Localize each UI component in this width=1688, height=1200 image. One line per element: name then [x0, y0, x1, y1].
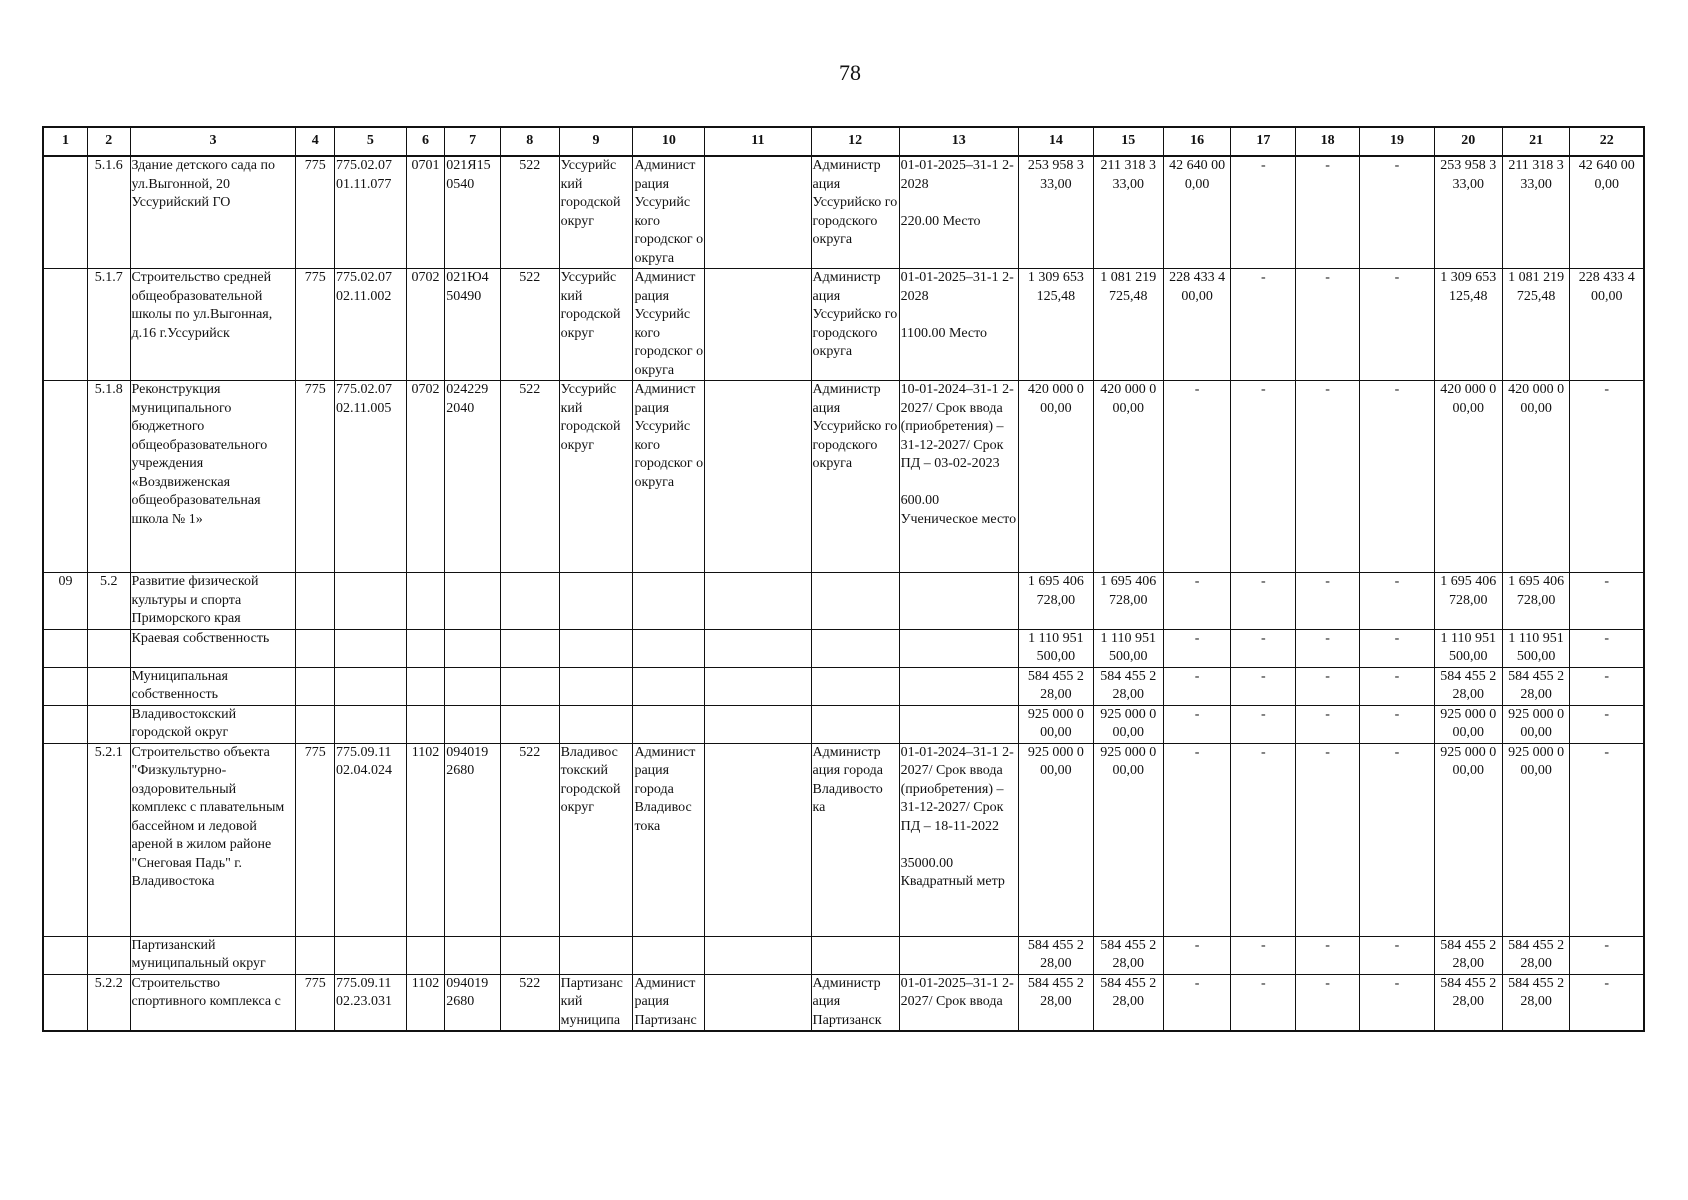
table-row: [43, 705, 1644, 743]
col-federal-cell: -: [1163, 573, 1231, 630]
col-expense-type-cell: 522: [500, 156, 559, 269]
col-target-code-cell: 775.09.11 02.04.024: [334, 743, 406, 936]
col-number-cell: [88, 705, 131, 743]
column-header-7: 7: [445, 127, 501, 156]
col-municipality-cell: [559, 936, 633, 974]
col-number-cell: [88, 667, 131, 705]
table-row: [43, 381, 1644, 573]
col-article-cell: [445, 573, 501, 630]
col-name-cell: Партизанский муниципальный округ: [130, 936, 296, 974]
col-col19-cell: -: [1360, 705, 1435, 743]
col-federal-cell: -: [1163, 629, 1231, 667]
col-col18-cell: -: [1296, 974, 1360, 1031]
col-col19-cell: -: [1360, 667, 1435, 705]
col-col11-cell: [705, 936, 811, 974]
col-name-cell: Строительство объекта "Физкультурно-оздоровительный комплекс с плавательным бассейном и ледовой ареной в жилом районе "Снеговая Падь" г. Владивостока: [130, 743, 296, 936]
table-row: [43, 974, 1644, 1031]
col-target-code-cell: 775.09.11 02.23.031: [334, 974, 406, 1031]
col-section-cell: [406, 573, 444, 630]
col-article-cell: 094019 2680: [445, 743, 501, 936]
col-article-cell: [445, 705, 501, 743]
col-period-capacity-cell: 01-01-2025–31-1 2-2028 1100.00 Место: [899, 269, 1018, 381]
col-period-capacity-cell: [899, 705, 1018, 743]
col-code-cell: [43, 743, 88, 936]
col-article-cell: 021Я15 0540: [445, 156, 501, 269]
col-total-2-cell: 420 000 0 00,00: [1434, 381, 1502, 573]
col-total-2-cell: 1 309 653 125,48: [1434, 269, 1502, 381]
col-regional-cell: 420 000 0 00,00: [1093, 381, 1163, 573]
budget-table: [42, 126, 1645, 1032]
table-row: [43, 156, 1644, 269]
col-target-code-cell: 775.02.07 01.11.077: [334, 156, 406, 269]
col-expense-type-cell: [500, 667, 559, 705]
col-municipality-cell: [559, 667, 633, 705]
col-col11-cell: [705, 381, 811, 573]
column-header-17: 17: [1231, 127, 1296, 156]
col-col19-cell: -: [1360, 156, 1435, 269]
col-total-2-cell: 1 110 951 500,00: [1434, 629, 1502, 667]
col-section-cell: [406, 667, 444, 705]
col-section-cell: 1102: [406, 974, 444, 1031]
col-total-2-cell: 584 455 2 28,00: [1434, 974, 1502, 1031]
col-federal-2-cell: 42 640 00 0,00: [1570, 156, 1644, 269]
table-row: [43, 573, 1644, 630]
col-customer-cell: Админист рация города Владивос тока: [633, 743, 705, 936]
col-total-2-cell: 1 695 406 728,00: [1434, 573, 1502, 630]
col-col19-cell: -: [1360, 573, 1435, 630]
col-col18-cell: -: [1296, 156, 1360, 269]
col-col18-cell: -: [1296, 629, 1360, 667]
col-target-code-cell: [334, 573, 406, 630]
col-total-cell: 584 455 2 28,00: [1018, 974, 1093, 1031]
column-header-22: 22: [1570, 127, 1644, 156]
col-code-cell: [43, 381, 88, 573]
col-regional-2-cell: 925 000 0 00,00: [1502, 743, 1570, 936]
col-municipality-cell: [559, 705, 633, 743]
col-regional-cell: 1 695 406 728,00: [1093, 573, 1163, 630]
col-col18-cell: -: [1296, 743, 1360, 936]
col-period-capacity-cell: [899, 629, 1018, 667]
col-total-cell: 925 000 0 00,00: [1018, 743, 1093, 936]
col-col11-cell: [705, 667, 811, 705]
page-number: 78: [839, 60, 861, 85]
col-col18-cell: -: [1296, 269, 1360, 381]
col-code-cell: [43, 629, 88, 667]
col-col17-cell: -: [1231, 269, 1296, 381]
col-number-cell: 5.1.6: [88, 156, 131, 269]
col-municipality-cell: Уссурийс кий городской округ: [559, 156, 633, 269]
column-header-18: 18: [1296, 127, 1360, 156]
table-row: [43, 629, 1644, 667]
col-developer-cell: [811, 936, 899, 974]
col-name-cell: Муниципальная собственность: [130, 667, 296, 705]
col-grbs-cell: [296, 936, 334, 974]
table-body: [43, 156, 1644, 1031]
col-total-cell: 420 000 0 00,00: [1018, 381, 1093, 573]
col-col19-cell: -: [1360, 381, 1435, 573]
col-municipality-cell: Партизанс кий муниципа: [559, 974, 633, 1031]
col-federal-2-cell: -: [1570, 667, 1644, 705]
col-municipality-cell: Уссурийс кий городской округ: [559, 269, 633, 381]
col-col17-cell: -: [1231, 629, 1296, 667]
col-target-code-cell: 775.02.07 02.11.005: [334, 381, 406, 573]
col-col19-cell: -: [1360, 629, 1435, 667]
col-customer-cell: Админист рация Уссурийс кого городског о округа: [633, 156, 705, 269]
col-article-cell: 021Ю4 50490: [445, 269, 501, 381]
col-customer-cell: Админист рация Партизанс: [633, 974, 705, 1031]
col-grbs-cell: [296, 667, 334, 705]
col-federal-cell: 42 640 00 0,00: [1163, 156, 1231, 269]
col-expense-type-cell: [500, 936, 559, 974]
col-col19-cell: -: [1360, 936, 1435, 974]
col-regional-2-cell: 211 318 3 33,00: [1502, 156, 1570, 269]
col-developer-cell: Администр ация города Владивосто ка: [811, 743, 899, 936]
col-federal-cell: -: [1163, 381, 1231, 573]
col-article-cell: [445, 936, 501, 974]
column-header-8: 8: [500, 127, 559, 156]
col-section-cell: 0702: [406, 381, 444, 573]
column-header-20: 20: [1434, 127, 1502, 156]
col-col17-cell: -: [1231, 573, 1296, 630]
col-col11-cell: [705, 705, 811, 743]
col-total-2-cell: 253 958 3 33,00: [1434, 156, 1502, 269]
col-expense-type-cell: 522: [500, 743, 559, 936]
col-col11-cell: [705, 573, 811, 630]
col-customer-cell: [633, 667, 705, 705]
col-name-cell: Владивостокский городской округ: [130, 705, 296, 743]
col-grbs-cell: 775: [296, 974, 334, 1031]
col-target-code-cell: [334, 667, 406, 705]
column-header-12: 12: [811, 127, 899, 156]
col-col11-cell: [705, 156, 811, 269]
column-header-15: 15: [1093, 127, 1163, 156]
col-col18-cell: -: [1296, 667, 1360, 705]
col-total-2-cell: 925 000 0 00,00: [1434, 705, 1502, 743]
col-section-cell: [406, 936, 444, 974]
col-total-cell: 584 455 2 28,00: [1018, 667, 1093, 705]
col-regional-2-cell: 420 000 0 00,00: [1502, 381, 1570, 573]
col-name-cell: Здание детского сада по ул.Выгонной, 20 Уссурийский ГО: [130, 156, 296, 269]
col-article-cell: 024229 2040: [445, 381, 501, 573]
col-col17-cell: -: [1231, 156, 1296, 269]
col-expense-type-cell: [500, 629, 559, 667]
column-header-21: 21: [1502, 127, 1570, 156]
column-header-10: 10: [633, 127, 705, 156]
column-header-11: 11: [705, 127, 811, 156]
col-developer-cell: [811, 667, 899, 705]
col-total-2-cell: 584 455 2 28,00: [1434, 936, 1502, 974]
col-col18-cell: -: [1296, 381, 1360, 573]
col-federal-2-cell: 228 433 4 00,00: [1570, 269, 1644, 381]
column-header-2: 2: [88, 127, 131, 156]
col-federal-2-cell: -: [1570, 381, 1644, 573]
col-code-cell: [43, 156, 88, 269]
col-section-cell: 0702: [406, 269, 444, 381]
table-row: [43, 743, 1644, 936]
header-row: [43, 127, 1644, 156]
col-number-cell: 5.2: [88, 573, 131, 630]
col-federal-cell: -: [1163, 743, 1231, 936]
col-regional-2-cell: 584 455 2 28,00: [1502, 936, 1570, 974]
col-developer-cell: Администр ация Партизанск: [811, 974, 899, 1031]
col-col18-cell: -: [1296, 573, 1360, 630]
col-target-code-cell: [334, 629, 406, 667]
col-section-cell: [406, 629, 444, 667]
col-expense-type-cell: 522: [500, 381, 559, 573]
col-col11-cell: [705, 743, 811, 936]
col-article-cell: 094019 2680: [445, 974, 501, 1031]
col-developer-cell: [811, 705, 899, 743]
col-code-cell: [43, 667, 88, 705]
col-name-cell: Реконструкция муниципального бюджетного общеобразовательного учреждения «Воздвиженская общеобразовательная школа № 1»: [130, 381, 296, 573]
col-name-cell: Строительство спортивного комплекса с: [130, 974, 296, 1031]
column-header-6: 6: [406, 127, 444, 156]
col-regional-cell: 925 000 0 00,00: [1093, 705, 1163, 743]
col-period-capacity-cell: 01-01-2024–31-1 2-2027/ Срок ввода (приобретения) – 31-12-2027/ Срок ПД – 18-11-2022 35000.00 Квадратный метр: [899, 743, 1018, 936]
col-total-2-cell: 925 000 0 00,00: [1434, 743, 1502, 936]
col-total-cell: 1 110 951 500,00: [1018, 629, 1093, 667]
col-total-cell: 253 958 3 33,00: [1018, 156, 1093, 269]
col-total-cell: 1 695 406 728,00: [1018, 573, 1093, 630]
table-row: [43, 269, 1644, 381]
col-col19-cell: -: [1360, 269, 1435, 381]
col-section-cell: 0701: [406, 156, 444, 269]
col-regional-cell: 1 081 219 725,48: [1093, 269, 1163, 381]
col-municipality-cell: Владивос токский городской округ: [559, 743, 633, 936]
col-federal-2-cell: -: [1570, 705, 1644, 743]
col-customer-cell: [633, 936, 705, 974]
col-code-cell: [43, 705, 88, 743]
column-header-16: 16: [1163, 127, 1231, 156]
col-federal-cell: -: [1163, 705, 1231, 743]
col-customer-cell: Админист рация Уссурийс кого городског о округа: [633, 381, 705, 573]
col-regional-cell: 925 000 0 00,00: [1093, 743, 1163, 936]
col-grbs-cell: 775: [296, 743, 334, 936]
col-period-capacity-cell: 01-01-2025–31-1 2-2027/ Срок ввода: [899, 974, 1018, 1031]
col-number-cell: 5.1.7: [88, 269, 131, 381]
column-header-19: 19: [1360, 127, 1435, 156]
col-section-cell: 1102: [406, 743, 444, 936]
col-target-code-cell: [334, 705, 406, 743]
col-regional-2-cell: 584 455 2 28,00: [1502, 667, 1570, 705]
col-name-cell: Развитие физической культуры и спорта Приморского края: [130, 573, 296, 630]
col-col18-cell: -: [1296, 936, 1360, 974]
col-federal-2-cell: -: [1570, 936, 1644, 974]
col-federal-2-cell: -: [1570, 629, 1644, 667]
col-col17-cell: -: [1231, 381, 1296, 573]
col-municipality-cell: Уссурийс кий городской округ: [559, 381, 633, 573]
column-header-9: 9: [559, 127, 633, 156]
col-federal-2-cell: -: [1570, 743, 1644, 936]
col-developer-cell: [811, 573, 899, 630]
col-period-capacity-cell: [899, 667, 1018, 705]
col-municipality-cell: [559, 629, 633, 667]
col-grbs-cell: [296, 705, 334, 743]
col-col17-cell: -: [1231, 974, 1296, 1031]
col-grbs-cell: 775: [296, 381, 334, 573]
col-federal-cell: -: [1163, 936, 1231, 974]
column-header-14: 14: [1018, 127, 1093, 156]
col-expense-type-cell: 522: [500, 974, 559, 1031]
col-section-cell: [406, 705, 444, 743]
col-regional-2-cell: 584 455 2 28,00: [1502, 974, 1570, 1031]
col-federal-cell: -: [1163, 667, 1231, 705]
col-customer-cell: Админист рация Уссурийс кого городског о округа: [633, 269, 705, 381]
col-number-cell: 5.2.2: [88, 974, 131, 1031]
col-code-cell: 09: [43, 573, 88, 630]
col-federal-2-cell: -: [1570, 974, 1644, 1031]
col-regional-cell: 584 455 2 28,00: [1093, 936, 1163, 974]
col-customer-cell: [633, 705, 705, 743]
col-expense-type-cell: [500, 573, 559, 630]
col-regional-cell: 584 455 2 28,00: [1093, 974, 1163, 1031]
col-target-code-cell: [334, 936, 406, 974]
col-period-capacity-cell: 10-01-2024–31-1 2-2027/ Срок ввода (приобретения) – 31-12-2027/ Срок ПД – 03-02-2023 600.00 Ученическое место: [899, 381, 1018, 573]
col-col19-cell: -: [1360, 974, 1435, 1031]
col-grbs-cell: [296, 629, 334, 667]
col-regional-cell: 1 110 951 500,00: [1093, 629, 1163, 667]
col-grbs-cell: 775: [296, 156, 334, 269]
col-code-cell: [43, 269, 88, 381]
col-total-cell: 925 000 0 00,00: [1018, 705, 1093, 743]
col-regional-2-cell: 925 000 0 00,00: [1502, 705, 1570, 743]
col-grbs-cell: 775: [296, 269, 334, 381]
col-expense-type-cell: 522: [500, 269, 559, 381]
table-row: [43, 936, 1644, 974]
col-developer-cell: Администр ация Уссурийско го городского округа: [811, 269, 899, 381]
col-number-cell: 5.1.8: [88, 381, 131, 573]
col-name-cell: Краевая собственность: [130, 629, 296, 667]
col-total-cell: 1 309 653 125,48: [1018, 269, 1093, 381]
col-developer-cell: Администр ация Уссурийско го городского округа: [811, 381, 899, 573]
col-name-cell: Строительство средней общеобразовательной школы по ул.Выгонная, д.16 г.Уссурийск: [130, 269, 296, 381]
col-number-cell: [88, 936, 131, 974]
col-period-capacity-cell: [899, 936, 1018, 974]
col-regional-2-cell: 1 110 951 500,00: [1502, 629, 1570, 667]
col-federal-cell: -: [1163, 974, 1231, 1031]
col-col11-cell: [705, 629, 811, 667]
column-header-5: 5: [334, 127, 406, 156]
col-col17-cell: -: [1231, 667, 1296, 705]
col-regional-cell: 211 318 3 33,00: [1093, 156, 1163, 269]
column-header-13: 13: [899, 127, 1018, 156]
col-number-cell: 5.2.1: [88, 743, 131, 936]
col-target-code-cell: 775.02.07 02.11.002: [334, 269, 406, 381]
col-municipality-cell: [559, 573, 633, 630]
col-col17-cell: -: [1231, 705, 1296, 743]
col-col11-cell: [705, 974, 811, 1031]
col-col18-cell: -: [1296, 705, 1360, 743]
col-total-cell: 584 455 2 28,00: [1018, 936, 1093, 974]
col-total-2-cell: 584 455 2 28,00: [1434, 667, 1502, 705]
col-col19-cell: -: [1360, 743, 1435, 936]
col-col17-cell: -: [1231, 936, 1296, 974]
col-expense-type-cell: [500, 705, 559, 743]
col-customer-cell: [633, 573, 705, 630]
col-col11-cell: [705, 269, 811, 381]
col-code-cell: [43, 974, 88, 1031]
column-header-1: 1: [43, 127, 88, 156]
col-customer-cell: [633, 629, 705, 667]
col-code-cell: [43, 936, 88, 974]
column-header-3: 3: [130, 127, 296, 156]
col-article-cell: [445, 629, 501, 667]
col-developer-cell: [811, 629, 899, 667]
col-article-cell: [445, 667, 501, 705]
col-number-cell: [88, 629, 131, 667]
col-period-capacity-cell: [899, 573, 1018, 630]
column-header-4: 4: [296, 127, 334, 156]
col-federal-cell: 228 433 4 00,00: [1163, 269, 1231, 381]
col-regional-cell: 584 455 2 28,00: [1093, 667, 1163, 705]
col-grbs-cell: [296, 573, 334, 630]
col-period-capacity-cell: 01-01-2025–31-1 2-2028 220.00 Место: [899, 156, 1018, 269]
table-row: [43, 667, 1644, 705]
col-developer-cell: Администр ация Уссурийско го городского округа: [811, 156, 899, 269]
col-col17-cell: -: [1231, 743, 1296, 936]
col-federal-2-cell: -: [1570, 573, 1644, 630]
col-regional-2-cell: 1 695 406 728,00: [1502, 573, 1570, 630]
col-regional-2-cell: 1 081 219 725,48: [1502, 269, 1570, 381]
